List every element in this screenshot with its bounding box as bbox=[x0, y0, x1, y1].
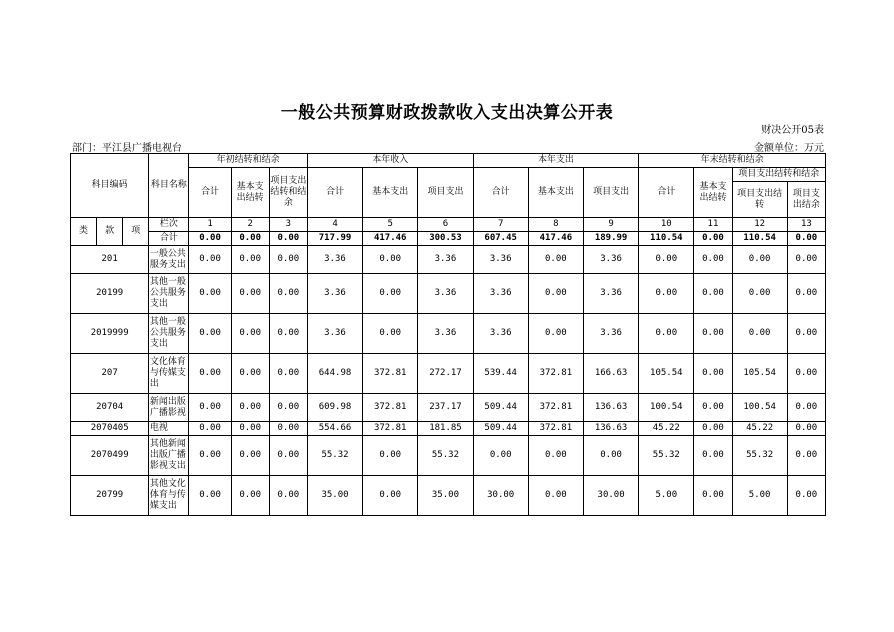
cell-value: 0.00 bbox=[732, 314, 787, 354]
total-value: 417.46 bbox=[528, 232, 583, 246]
cell-value: 0.00 bbox=[363, 246, 418, 274]
header-income-project: 项目支出 bbox=[418, 168, 473, 218]
cell-value: 0.00 bbox=[189, 246, 231, 274]
cell-value: 0.00 bbox=[189, 436, 231, 476]
cell-value: 35.00 bbox=[307, 476, 362, 516]
column-number: 3 bbox=[269, 218, 307, 232]
cell-value: 0.00 bbox=[528, 274, 583, 314]
cell-value: 3.36 bbox=[307, 274, 362, 314]
column-number: 13 bbox=[787, 218, 825, 232]
form-code: 财决公开05表 bbox=[761, 125, 824, 136]
header-group-income: 本年收入 bbox=[307, 154, 473, 168]
total-value: 717.99 bbox=[307, 232, 362, 246]
department-label: 部门：平江县广播电视台 bbox=[72, 143, 182, 154]
total-value: 0.00 bbox=[694, 232, 732, 246]
header-xiang: 项 bbox=[123, 218, 149, 246]
budget-table bbox=[70, 153, 826, 516]
column-number: 5 bbox=[363, 218, 418, 232]
cell-value: 30.00 bbox=[473, 476, 528, 516]
cell-value: 0.00 bbox=[694, 476, 732, 516]
cell-value: 0.00 bbox=[639, 314, 694, 354]
cell-value: 100.54 bbox=[732, 394, 787, 422]
header-kuan: 款 bbox=[97, 218, 123, 246]
cell-value: 0.00 bbox=[363, 274, 418, 314]
cell-value: 0.00 bbox=[189, 476, 231, 516]
cell-value: 30.00 bbox=[583, 476, 638, 516]
column-number: 1 bbox=[189, 218, 231, 232]
table-row bbox=[71, 422, 826, 436]
cell-value: 0.00 bbox=[363, 314, 418, 354]
amount-unit: 金额单位：万元 bbox=[754, 143, 824, 154]
header-end-project-carry: 项目支出结转 bbox=[732, 182, 787, 218]
cell-value: 3.36 bbox=[418, 314, 473, 354]
header-end-basic-carry: 基本支出结转 bbox=[694, 168, 732, 218]
subject-name: 其他新闻出版广播影视支出 bbox=[149, 436, 189, 476]
cell-value: 0.00 bbox=[473, 436, 528, 476]
header-lei: 类 bbox=[71, 218, 97, 246]
cell-value: 0.00 bbox=[583, 436, 638, 476]
cell-value: 0.00 bbox=[528, 476, 583, 516]
cell-value: 0.00 bbox=[189, 354, 231, 394]
cell-value: 45.22 bbox=[639, 422, 694, 436]
subject-code: 20704 bbox=[71, 394, 149, 422]
column-number: 8 bbox=[528, 218, 583, 232]
cell-value: 0.00 bbox=[231, 274, 269, 314]
total-value: 607.45 bbox=[473, 232, 528, 246]
header-expense-project: 项目支出 bbox=[583, 168, 638, 218]
cell-value: 0.00 bbox=[231, 354, 269, 394]
cell-value: 0.00 bbox=[694, 354, 732, 394]
cell-value: 372.81 bbox=[528, 394, 583, 422]
column-number: 7 bbox=[473, 218, 528, 232]
total-value: 300.53 bbox=[418, 232, 473, 246]
cell-value: 181.85 bbox=[418, 422, 473, 436]
header-group-end: 年末结转和结余 bbox=[639, 154, 826, 168]
cell-value: 0.00 bbox=[189, 314, 231, 354]
cell-value: 0.00 bbox=[528, 314, 583, 354]
cell-value: 0.00 bbox=[269, 274, 307, 314]
cell-value: 3.36 bbox=[307, 314, 362, 354]
cell-value: 509.44 bbox=[473, 394, 528, 422]
header-group-begin: 年初结转和结余 bbox=[189, 154, 307, 168]
column-number: 11 bbox=[694, 218, 732, 232]
cell-value: 136.63 bbox=[583, 422, 638, 436]
total-value: 417.46 bbox=[363, 232, 418, 246]
cell-value: 237.17 bbox=[418, 394, 473, 422]
subject-name: 其他一般公共服务支出 bbox=[149, 314, 189, 354]
cell-value: 0.00 bbox=[231, 436, 269, 476]
table-row bbox=[71, 246, 826, 274]
subject-code: 201 bbox=[71, 246, 149, 274]
cell-value: 0.00 bbox=[528, 436, 583, 476]
header-subject-code: 科目编码 bbox=[71, 154, 149, 218]
cell-value: 372.81 bbox=[363, 422, 418, 436]
subject-name: 其他一般公共服务支出 bbox=[149, 274, 189, 314]
cell-value: 0.00 bbox=[231, 476, 269, 516]
cell-value: 0.00 bbox=[694, 274, 732, 314]
cell-value: 0.00 bbox=[639, 274, 694, 314]
total-value: 0.00 bbox=[189, 232, 231, 246]
cell-value: 100.54 bbox=[639, 394, 694, 422]
cell-value: 0.00 bbox=[787, 436, 825, 476]
total-value: 0.00 bbox=[269, 232, 307, 246]
cell-value: 0.00 bbox=[231, 394, 269, 422]
cell-value: 372.81 bbox=[363, 354, 418, 394]
table-row bbox=[71, 314, 826, 354]
column-number: 2 bbox=[231, 218, 269, 232]
cell-value: 0.00 bbox=[363, 476, 418, 516]
column-number: 12 bbox=[732, 218, 787, 232]
cell-value: 0.00 bbox=[231, 246, 269, 274]
cell-value: 0.00 bbox=[269, 314, 307, 354]
cell-value: 3.36 bbox=[418, 274, 473, 314]
cell-value: 5.00 bbox=[639, 476, 694, 516]
cell-value: 3.36 bbox=[418, 246, 473, 274]
header-income-total: 合计 bbox=[307, 168, 362, 218]
cell-value: 3.36 bbox=[473, 314, 528, 354]
cell-value: 0.00 bbox=[269, 354, 307, 394]
subject-name: 电视 bbox=[149, 422, 189, 436]
cell-value: 372.81 bbox=[528, 422, 583, 436]
column-number: 9 bbox=[583, 218, 638, 232]
total-value: 0.00 bbox=[787, 232, 825, 246]
total-value: 189.99 bbox=[583, 232, 638, 246]
cell-value: 55.32 bbox=[307, 436, 362, 476]
header-expense-total: 合计 bbox=[473, 168, 528, 218]
cell-value: 0.00 bbox=[639, 246, 694, 274]
cell-value: 55.32 bbox=[732, 436, 787, 476]
cell-value: 3.36 bbox=[583, 246, 638, 274]
total-row-label: 合计 bbox=[149, 232, 189, 246]
cell-value: 0.00 bbox=[787, 394, 825, 422]
table-row bbox=[71, 476, 826, 516]
cell-value: 0.00 bbox=[787, 422, 825, 436]
cell-value: 0.00 bbox=[787, 246, 825, 274]
cell-value: 0.00 bbox=[269, 422, 307, 436]
subject-code: 20799 bbox=[71, 476, 149, 516]
column-number: 10 bbox=[639, 218, 694, 232]
header-subject-name: 科目名称 bbox=[149, 154, 189, 218]
cell-value: 3.36 bbox=[583, 274, 638, 314]
header-begin-project-carry-balance: 项目支出结转和结余 bbox=[269, 168, 307, 218]
header-end-total: 合计 bbox=[639, 168, 694, 218]
subject-name: 文化体育与传媒支出 bbox=[149, 354, 189, 394]
cell-value: 3.36 bbox=[473, 246, 528, 274]
cell-value: 372.81 bbox=[363, 394, 418, 422]
cell-value: 0.00 bbox=[694, 422, 732, 436]
cell-value: 0.00 bbox=[231, 422, 269, 436]
column-number: 6 bbox=[418, 218, 473, 232]
header-end-project-balance: 项目支出结余 bbox=[787, 182, 825, 218]
report-title: 一般公共预算财政拨款收入支出决算公开表 bbox=[280, 103, 614, 123]
cell-value: 3.36 bbox=[307, 246, 362, 274]
cell-value: 509.44 bbox=[473, 422, 528, 436]
subject-name: 新闻出版广播影视 bbox=[149, 394, 189, 422]
header-group-expense: 本年支出 bbox=[473, 154, 639, 168]
column-number: 4 bbox=[307, 218, 362, 232]
cell-value: 0.00 bbox=[269, 476, 307, 516]
cell-value: 35.00 bbox=[418, 476, 473, 516]
cell-value: 45.22 bbox=[732, 422, 787, 436]
cell-value: 105.54 bbox=[639, 354, 694, 394]
cell-value: 0.00 bbox=[528, 246, 583, 274]
table-row bbox=[71, 436, 826, 476]
total-value: 110.54 bbox=[639, 232, 694, 246]
header-expense-basic: 基本支出 bbox=[528, 168, 583, 218]
cell-value: 0.00 bbox=[732, 246, 787, 274]
cell-value: 0.00 bbox=[269, 394, 307, 422]
table-row bbox=[71, 354, 826, 394]
subject-code: 2070405 bbox=[71, 422, 149, 436]
cell-value: 0.00 bbox=[694, 436, 732, 476]
cell-value: 5.00 bbox=[732, 476, 787, 516]
header-income-basic: 基本支出 bbox=[363, 168, 418, 218]
cell-value: 0.00 bbox=[189, 422, 231, 436]
cell-value: 0.00 bbox=[694, 394, 732, 422]
cell-value: 3.36 bbox=[583, 314, 638, 354]
subject-name: 一般公共服务支出 bbox=[149, 246, 189, 274]
cell-value: 0.00 bbox=[787, 476, 825, 516]
cell-value: 0.00 bbox=[787, 274, 825, 314]
subject-code: 20199 bbox=[71, 274, 149, 314]
cell-value: 0.00 bbox=[363, 436, 418, 476]
table-row bbox=[71, 274, 826, 314]
cell-value: 0.00 bbox=[189, 394, 231, 422]
cell-value: 55.32 bbox=[418, 436, 473, 476]
cell-value: 0.00 bbox=[694, 246, 732, 274]
cell-value: 0.00 bbox=[787, 354, 825, 394]
cell-value: 105.54 bbox=[732, 354, 787, 394]
header-begin-total: 合计 bbox=[189, 168, 231, 218]
table-row bbox=[71, 394, 826, 422]
cell-value: 136.63 bbox=[583, 394, 638, 422]
subject-code: 2070499 bbox=[71, 436, 149, 476]
cell-value: 644.98 bbox=[307, 354, 362, 394]
cell-value: 554.66 bbox=[307, 422, 362, 436]
cell-value: 0.00 bbox=[269, 246, 307, 274]
cell-value: 166.63 bbox=[583, 354, 638, 394]
header-end-project-group: 项目支出结转和结余 bbox=[732, 168, 825, 182]
cell-value: 0.00 bbox=[787, 314, 825, 354]
cell-value: 55.32 bbox=[639, 436, 694, 476]
subject-code: 207 bbox=[71, 354, 149, 394]
total-value: 0.00 bbox=[231, 232, 269, 246]
cell-value: 609.98 bbox=[307, 394, 362, 422]
cell-value: 0.00 bbox=[694, 314, 732, 354]
cell-value: 272.17 bbox=[418, 354, 473, 394]
cell-value: 0.00 bbox=[732, 274, 787, 314]
header-begin-basic-carry: 基本支出结转 bbox=[231, 168, 269, 218]
cell-value: 372.81 bbox=[528, 354, 583, 394]
subject-code: 2019999 bbox=[71, 314, 149, 354]
cell-value: 0.00 bbox=[189, 274, 231, 314]
header-column-no: 栏次 bbox=[149, 218, 189, 232]
cell-value: 539.44 bbox=[473, 354, 528, 394]
subject-name: 其他文化体育与传媒支出 bbox=[149, 476, 189, 516]
cell-value: 3.36 bbox=[473, 274, 528, 314]
cell-value: 0.00 bbox=[231, 314, 269, 354]
cell-value: 0.00 bbox=[269, 436, 307, 476]
total-value: 110.54 bbox=[732, 232, 787, 246]
